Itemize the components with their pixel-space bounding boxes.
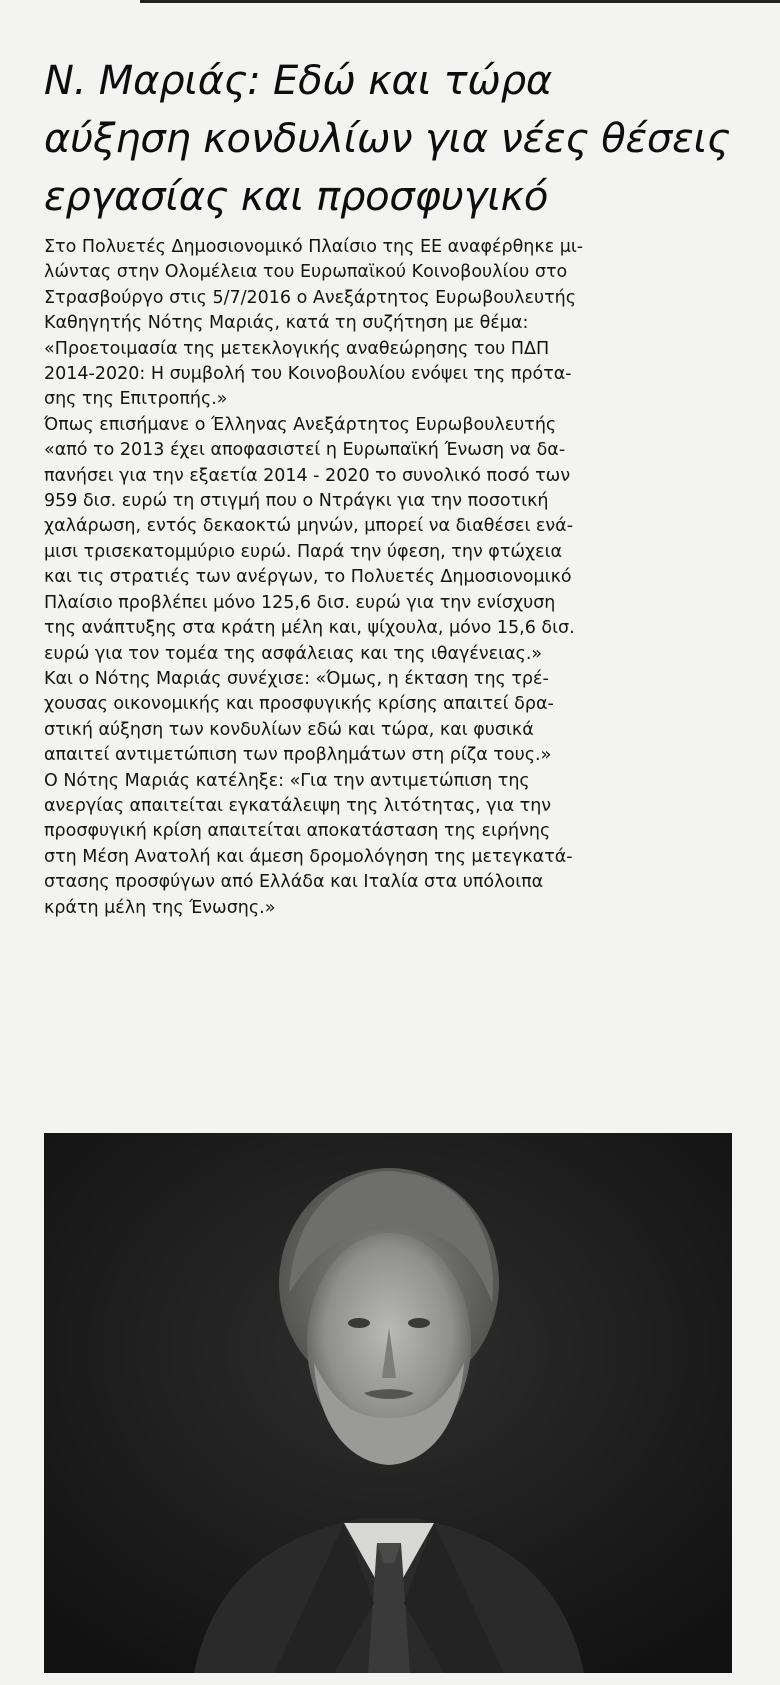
body-line: Στο Πολυετές Δημοσιονομικό Πλαίσιο της ΕΕ αναφέρθηκε μι- [44,237,584,257]
portrait-photo [44,1133,732,1673]
body-line: Ο Νότης Μαριάς κατέληξε: «Για την αντιμετώπιση της [44,770,530,791]
body-line: κράτη μέλη της Ένωσης.» [44,897,276,918]
body-line: Πλαίσιο προβλέπει μόνο 125,6 δισ. ευρώ για την ενίσχυση [44,592,556,613]
body-line: στασης προσφύγων από Ελλάδα και Ιταλία στα υπόλοιπα [44,872,544,893]
body-line: χαλάρωση, εντός δεκαοκτώ μηνών, μπορεί να διαθέσει ενά- [44,516,574,537]
body-line: και τις στρατιές των ανέργων, το Πολυετές Δημοσιονομικό [44,567,572,588]
headline-line-3: εργασίας και προσφυγικό [44,174,549,220]
body-line: σης της Επιτροπής.» [44,389,228,410]
body-line: μισι τρισεκατομμύριο ευρώ. Παρά την ύφεση, την φτώχεια [44,541,563,562]
body-line: «Προετοιμασία της μετεκλογικής αναθεώρησης του ΠΔΠ [44,338,550,359]
body-line: λώντας στην Ολομέλεια του Ευρωπαϊκού Κοινοβουλίου στο [44,262,568,283]
body-line: 2014-2020: Η συμβολή του Κοινοβουλίου ενόψει της πρότα- [44,364,572,385]
body-line: πανήσει για την εξαετία 2014 - 2020 το συνολικό ποσό των [44,465,571,486]
article-headline [44,52,744,226]
headline-line-1: Ν. Μαριάς: Εδώ και τώρα [44,58,553,104]
article-body [44,235,738,921]
body-line: «από το 2013 έχει αποφασιστεί η Ευρωπαϊκή Ένωση να δα- [44,440,566,461]
portrait-illustration [44,1133,732,1673]
body-line: ευρώ για τον τομέα της ασφάλειας και της ιθαγένειας.» [44,643,543,664]
body-line: απαιτεί αντιμετώπιση των προβλημάτων στη ρίζα τους.» [44,745,552,766]
body-line: στη Μέση Ανατολή και άμεση δρομολόγηση της μετεγκατά- [44,846,573,867]
body-line: Όπως επισήμανε ο Έλληνας Ανεξάρτητος Ευρωβουλευτής [44,414,557,435]
body-line: 959 δισ. ευρώ τη στιγμή που ο Ντράγκι για την ποσοτική [44,491,549,512]
body-line: χουσας οικονομικής και προσφυγικής κρίσης απαιτεί δρα- [44,694,554,715]
body-line: προσφυγική κρίση απαιτείται αποκατάσταση της ειρήνης [44,821,551,842]
body-line: στική αύξηση των κονδυλίων εδώ και τώρα, και φυσικά [44,719,534,740]
headline-line-2: αύξηση κονδυλίων για νέες θέσεις [44,116,731,162]
top-rule [140,0,780,3]
body-line: Καθηγητής Νότης Μαριάς, κατά τη συζήτηση με θέμα: [44,313,529,334]
body-line: της ανάπτυξης στα κράτη μέλη και, ψίχουλα, μόνο 15,6 δισ. [44,618,575,639]
body-line: Και ο Νότης Μαριάς συνέχισε: «Όμως, η έκταση της τρέ- [44,668,549,689]
body-line: ανεργίας απαιτείται εγκατάλειψη της λιτότητας, για την [44,795,552,816]
body-line: Στρασβούργο στις 5/7/2016 ο Ανεξάρτητος Ευρωβουλευτής [44,287,576,308]
